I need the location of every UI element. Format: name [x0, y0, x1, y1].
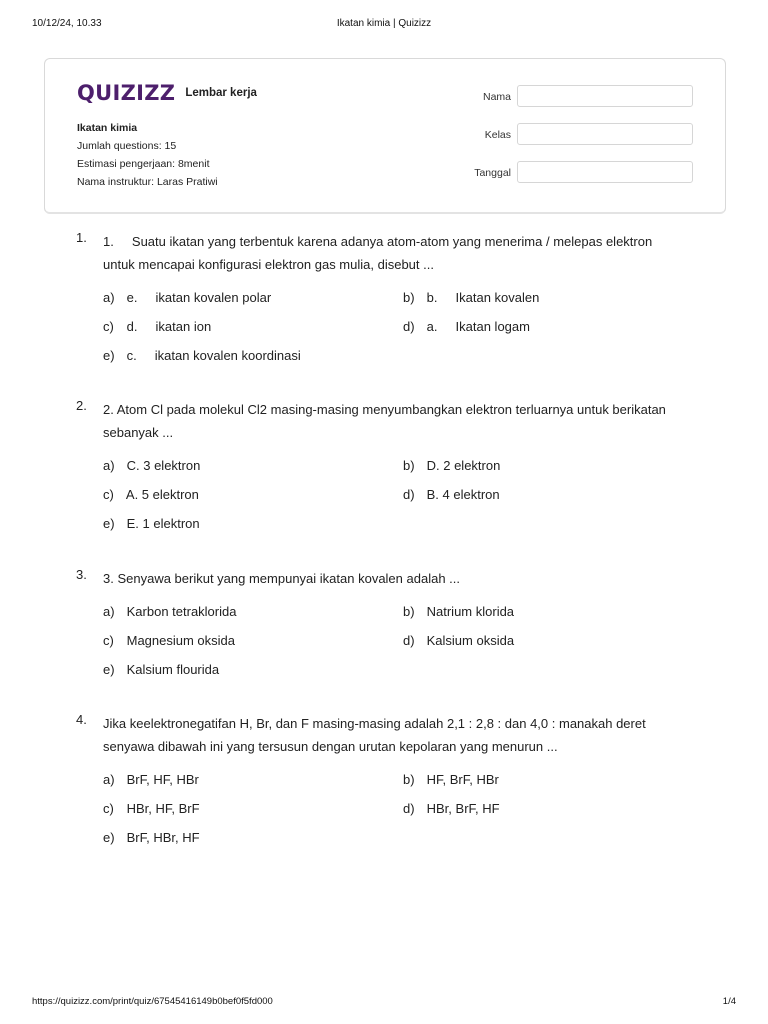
option-text: C. 3 elektron	[126, 458, 201, 473]
logo-row	[77, 81, 257, 105]
option-c[interactable]	[103, 319, 211, 334]
option-letter: c)	[103, 801, 114, 816]
option-letter: c)	[103, 487, 114, 502]
option-text: D. 2 elektron	[426, 458, 501, 473]
page-number: 1/4	[722, 996, 736, 1007]
duration: Estimasi pengerjaan: 8menit	[77, 158, 210, 170]
question-text: 1. Suatu ikatan yang terbentuk karena adanya atom-atom yang menerima / melepas elektron untuk mencapai konfigurasi elektron gas mulia, disebut ...	[103, 234, 656, 272]
option-d[interactable]	[403, 633, 514, 648]
option-letter: b)	[403, 458, 415, 473]
print-datetime: 10/12/24, 10.33	[32, 18, 102, 29]
option-text: BrF, HBr, HF	[126, 830, 200, 845]
print-footer	[32, 996, 736, 1010]
instructor: Nama instruktur: Laras Pratiwi	[77, 176, 218, 188]
option-text: c. ikatan kovalen koordinasi	[126, 348, 301, 363]
field-row-tanggal	[453, 161, 693, 199]
option-a[interactable]	[103, 458, 200, 473]
option-letter: c)	[103, 319, 114, 334]
option-text: Kalsium flourida	[126, 662, 220, 677]
option-letter: e)	[103, 830, 115, 845]
option-text: d. ikatan ion	[126, 319, 212, 334]
field-label-tanggal: Tanggal	[474, 167, 511, 179]
option-letter: d)	[403, 801, 415, 816]
option-a[interactable]	[103, 772, 199, 787]
option-text: e. ikatan kovalen polar	[126, 290, 272, 305]
option-letter: d)	[403, 487, 415, 502]
nama-field[interactable]	[517, 85, 693, 107]
option-letter: a)	[103, 290, 115, 305]
question-text: 2. Atom Cl pada molekul Cl2 masing-masing menyumbangkan elektron terluarnya untuk berikatan sebanyak ...	[103, 402, 666, 440]
option-letter: b)	[403, 604, 415, 619]
option-text: Kalsium oksida	[426, 633, 515, 648]
option-e[interactable]	[103, 830, 200, 845]
option-e[interactable]	[103, 516, 200, 531]
question-number: 4.	[76, 712, 87, 727]
option-letter: b)	[403, 772, 415, 787]
option-letter: d)	[403, 633, 415, 648]
print-url: https://quizizz.com/print/quiz/67545416149b0bef0f5fd000	[32, 996, 273, 1007]
option-text: b. Ikatan kovalen	[426, 290, 540, 305]
quiz-title: Ikatan kimia	[77, 122, 138, 134]
option-text: B. 4 elektron	[426, 487, 500, 502]
worksheet-header-card	[44, 58, 726, 214]
option-text: Natrium klorida	[426, 604, 515, 619]
question-number: 3.	[76, 567, 87, 582]
print-page-title: Ikatan kimia | Quizizz	[336, 18, 432, 29]
option-letter: b)	[403, 290, 415, 305]
field-row-nama	[453, 85, 693, 123]
option-text: BrF, HF, HBr	[126, 772, 199, 787]
option-c[interactable]	[103, 801, 200, 816]
option-text: HBr, BrF, HF	[426, 801, 500, 816]
quizizz-logo: QUIZIZZ	[77, 81, 176, 105]
kelas-field[interactable]	[517, 123, 693, 145]
option-text: Magnesium oksida	[126, 633, 236, 648]
option-text: E. 1 elektron	[126, 516, 200, 531]
option-b[interactable]	[403, 458, 500, 473]
option-letter: e)	[103, 348, 115, 363]
option-a[interactable]	[103, 290, 271, 305]
option-letter: a)	[103, 772, 115, 787]
option-letter: a)	[103, 458, 115, 473]
option-b[interactable]	[403, 290, 539, 305]
student-fields	[453, 85, 693, 199]
sheet-label: Lembar kerja	[185, 87, 257, 99]
option-text: A. 5 elektron	[125, 487, 199, 502]
option-e[interactable]	[103, 348, 301, 363]
question-text: 3. Senyawa berikut yang mempunyai ikatan kovalen adalah ...	[103, 571, 460, 586]
option-e[interactable]	[103, 662, 219, 677]
option-letter: e)	[103, 662, 115, 677]
option-text: a. Ikatan logam	[426, 319, 530, 334]
option-text: HF, BrF, HBr	[426, 772, 499, 787]
tanggal-field[interactable]	[517, 161, 693, 183]
option-d[interactable]	[403, 487, 500, 502]
option-letter: a)	[103, 604, 115, 619]
question-number: 2.	[76, 398, 87, 413]
question-count: Jumlah questions: 15	[77, 140, 177, 152]
question-number: 1.	[76, 230, 87, 245]
option-c[interactable]	[103, 633, 235, 648]
option-d[interactable]	[403, 801, 500, 816]
option-a[interactable]	[103, 604, 236, 619]
print-header	[32, 18, 736, 32]
option-b[interactable]	[403, 772, 499, 787]
question-text: Jika keelektronegatifan H, Br, dan F masing-masing adalah 2,1 : 2,8 : dan 4,0 : manakah deret senyawa dibawah ini yang tersusun dengan urutan kepolaran yang menurun ...	[103, 716, 646, 754]
option-c[interactable]	[103, 487, 199, 502]
option-text: Karbon tetraklorida	[126, 604, 237, 619]
field-label-nama: Nama	[482, 91, 511, 103]
field-label-kelas: Kelas	[484, 129, 511, 141]
field-row-kelas	[453, 123, 693, 161]
option-b[interactable]	[403, 604, 514, 619]
option-letter: c)	[103, 633, 114, 648]
option-d[interactable]	[403, 319, 530, 334]
option-letter: e)	[103, 516, 115, 531]
option-text: HBr, HF, BrF	[126, 801, 200, 816]
quiz-meta	[77, 119, 218, 191]
option-letter: d)	[403, 319, 415, 334]
